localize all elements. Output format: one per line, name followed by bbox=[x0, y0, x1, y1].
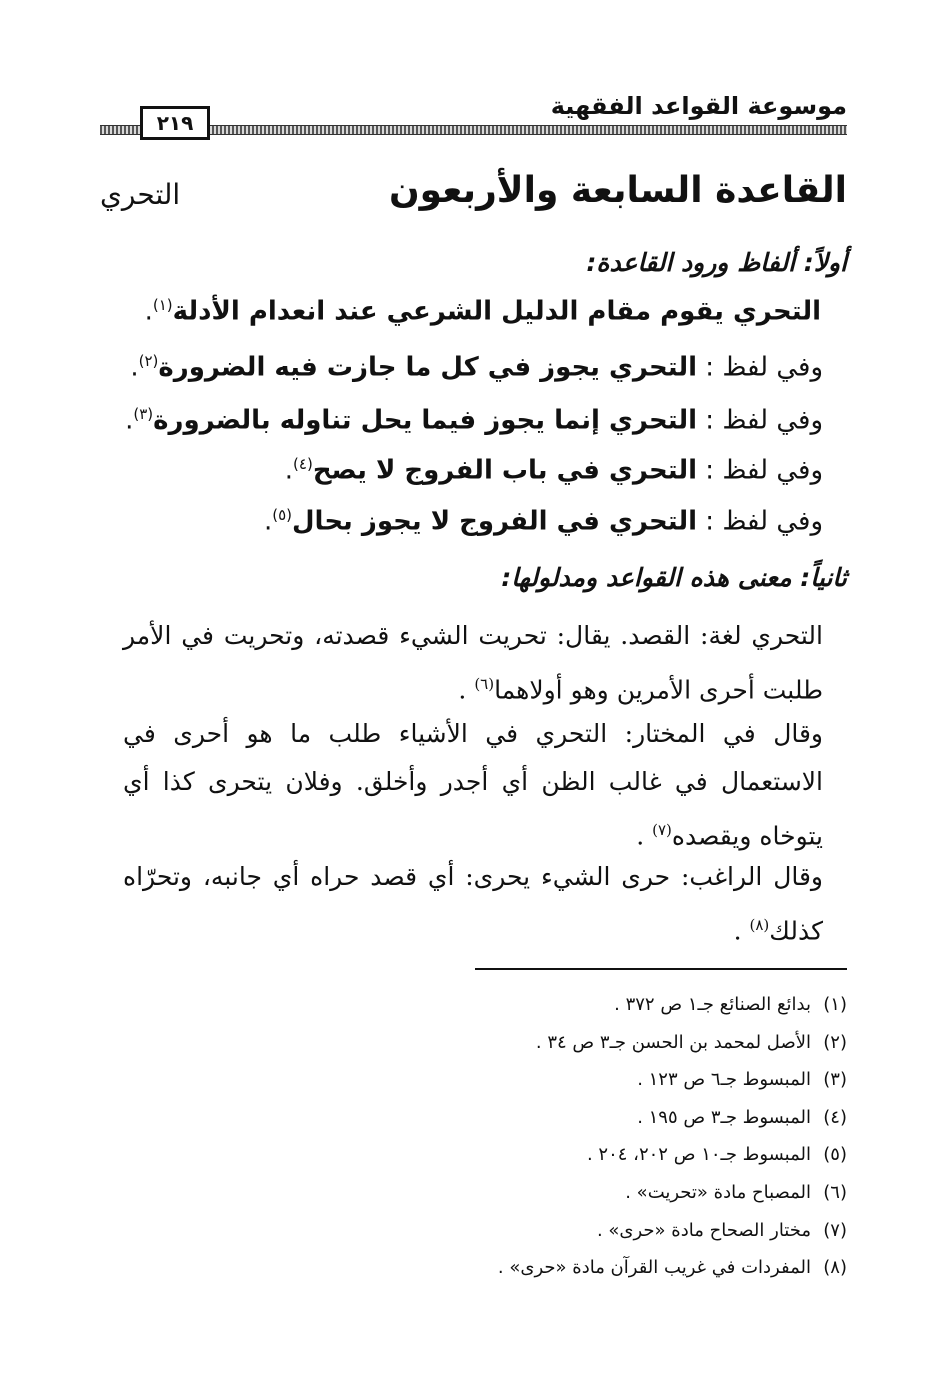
footnote-item bbox=[498, 1024, 847, 1062]
paragraph-end: . bbox=[636, 821, 653, 851]
footnote-item bbox=[498, 1174, 847, 1212]
footnote-ref[interactable]: (٤) bbox=[293, 455, 313, 473]
formula-end: . bbox=[284, 455, 294, 486]
footnote-ref[interactable]: (٨) bbox=[749, 916, 770, 934]
footnote-text: المصباح مادة «تحريت» . bbox=[625, 1181, 811, 1203]
footnote-text: الأصل لمحمد بن الحسن جـ٣ ص ٣٤ . bbox=[535, 1031, 811, 1053]
formula-2 bbox=[130, 352, 823, 383]
footnote-ref[interactable]: (٧) bbox=[652, 821, 672, 839]
footnote-item bbox=[498, 1212, 847, 1250]
footnote-text: المبسوط جـ١٠ ص ٢٠٢، ٢٠٤ . bbox=[586, 1144, 811, 1166]
formula-1 bbox=[145, 296, 821, 327]
footnote-number: (٧) bbox=[823, 1219, 847, 1241]
header-rule bbox=[100, 125, 847, 135]
footnote-number: (٦) bbox=[823, 1181, 847, 1203]
formula-3 bbox=[125, 405, 823, 436]
footnote-item bbox=[498, 986, 847, 1024]
footnote-number: (٣) bbox=[823, 1069, 847, 1091]
page-number: ٢١٩ bbox=[140, 106, 210, 140]
formula-end: . bbox=[144, 296, 153, 327]
footnote-ref[interactable]: (١) bbox=[152, 296, 173, 314]
rule-title: القاعدة السابعة والأربعون bbox=[388, 170, 847, 211]
footnote-ref[interactable]: (٢) bbox=[138, 352, 159, 370]
footnote-text: المبسوط جـ٣ ص ١٩٥ . bbox=[637, 1106, 811, 1128]
footnote-number: (٨) bbox=[823, 1257, 847, 1279]
formula-text: التحري يقوم مقام الدليل الشرعي عند انعدام الأدلة bbox=[172, 296, 821, 327]
paragraph-text: وقال الراغب: حرى الشيء يحرى: أي قصد حراه أي جانبه، وتحرّاه كذلك bbox=[123, 862, 823, 946]
formula-text: التحري في الفروج لا يجوز بحال bbox=[292, 506, 698, 537]
formula-prefix: وفي لفظ : bbox=[697, 352, 823, 383]
section-heading-1: أولاً: ألفاظ ورود القاعدة: bbox=[586, 248, 847, 277]
footnote-ref[interactable]: (٥) bbox=[272, 506, 292, 524]
footnote-text: المفردات في غريب القرآن مادة «حرى» . bbox=[497, 1257, 811, 1279]
rule-keyword: التحري bbox=[100, 178, 181, 211]
paragraph-end: . bbox=[458, 675, 475, 705]
paragraph-1 bbox=[123, 612, 823, 714]
formula-text: التحري إنما يجوز فيما يحل تناوله بالضرورة bbox=[153, 405, 698, 436]
formula-prefix: وفي لفظ : bbox=[697, 506, 823, 537]
section-heading-2: ثانياً: معنى هذه القواعد ومدلولها: bbox=[501, 563, 847, 592]
footnote-number: (٥) bbox=[823, 1144, 847, 1166]
footnote-item bbox=[498, 1061, 847, 1099]
formula-text: التحري في باب الفروج لا يصح bbox=[312, 455, 698, 486]
formula-text: التحري يجوز في كل ما جازت فيه الضرورة bbox=[158, 352, 698, 383]
footnote-number: (٢) bbox=[823, 1031, 847, 1053]
footnote-item bbox=[498, 1136, 847, 1174]
formula-5 bbox=[264, 506, 823, 537]
formula-end: . bbox=[125, 405, 134, 436]
paragraph-end: . bbox=[733, 916, 750, 946]
formula-end: . bbox=[263, 506, 273, 537]
paragraph-text: وقال في المختار: التحري في الأشياء طلب ما هو أحرى في الاستعمال في غالب الظن أي أجدر وأخلق. وفلان يتحرى كذا أي يتوخاه ويقصده bbox=[123, 719, 823, 851]
footnotes-list bbox=[498, 986, 847, 1287]
formula-end: . bbox=[130, 352, 139, 383]
formula-4 bbox=[285, 455, 823, 486]
footnote-item bbox=[498, 1249, 847, 1287]
footnote-ref[interactable]: (٣) bbox=[133, 405, 154, 423]
footnote-item bbox=[498, 1099, 847, 1137]
footnote-separator bbox=[475, 968, 847, 970]
footnote-text: المبسوط جـ٦ ص ١٢٣ . bbox=[637, 1069, 811, 1091]
footnote-ref[interactable]: (٦) bbox=[474, 675, 495, 693]
running-title: موسوعة القواعد الفقهية bbox=[550, 92, 847, 120]
footnote-number: (١) bbox=[823, 994, 847, 1015]
footnote-text: بدائع الصنائع جـ١ ص ٣٧٢ . bbox=[614, 994, 811, 1015]
footnote-number: (٤) bbox=[823, 1106, 847, 1128]
paragraph-3 bbox=[123, 853, 823, 955]
paragraph-2 bbox=[123, 710, 823, 860]
footnote-text: مختار الصحاح مادة «حرى» . bbox=[596, 1219, 811, 1241]
paragraph-text: التحري لغة: القصد. يقال: تحريت الشيء قصدته، وتحريت في الأمر طلبت أحرى الأمرين وهو أولاهما bbox=[123, 621, 823, 705]
formula-prefix: وفي لفظ : bbox=[697, 455, 823, 486]
formula-prefix: وفي لفظ : bbox=[697, 405, 823, 436]
